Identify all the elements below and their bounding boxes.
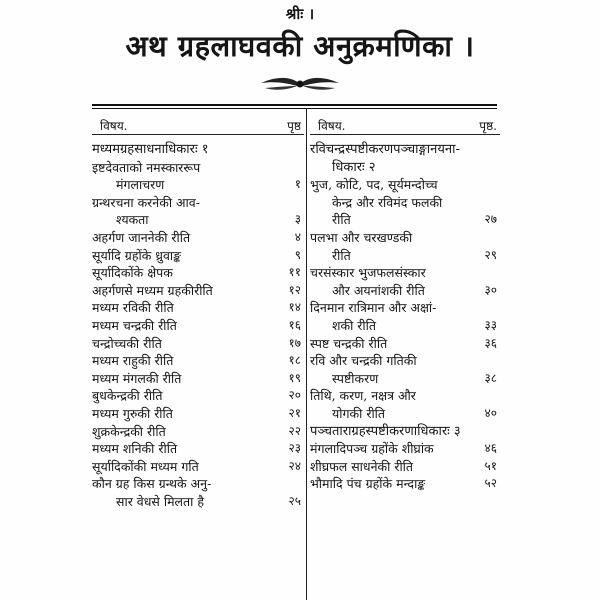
index-entry — [310, 176, 500, 229]
entry-text: रीति — [332, 212, 351, 228]
index-entry — [310, 475, 500, 493]
entry-text: श्यकता — [116, 212, 149, 228]
right-column — [310, 115, 500, 600]
title-rule-thick — [92, 104, 497, 106]
entry-text: भुज, कोटि, पद, सूर्यमन्दोच्च — [310, 177, 438, 193]
page-number: १ — [294, 177, 301, 192]
index-entry — [310, 458, 500, 476]
left-column — [92, 115, 304, 600]
page-number: १८ — [288, 353, 301, 368]
entry-text: रीति — [332, 247, 351, 263]
index-entry — [92, 387, 304, 405]
entry-text: सूर्यादि ग्रहोंके ध्रुवाङ्क — [92, 247, 182, 263]
page-number: ९ — [294, 247, 301, 262]
page-number: २३ — [288, 441, 301, 456]
page-heading: पृष्ठ. — [479, 119, 497, 133]
entry-text: पञ्चताराग्रहस्पष्टीकरणाधिकारः ३ — [310, 423, 461, 439]
entry-text: मध्यम राहुकी रीति — [92, 353, 174, 369]
index-entry — [92, 317, 304, 335]
title-rule-thin — [92, 108, 497, 109]
entry-text: मध्यमग्रहसाधनाधिकारः १ — [92, 142, 209, 157]
page-number: १२ — [288, 282, 301, 297]
entry-text: शकी रीति — [332, 317, 377, 333]
entry-text: स्पष्टीकरण — [332, 370, 379, 386]
page-number: ५१ — [484, 458, 497, 473]
entry-text: मंगलादिपञ्च ग्रहोंके शीघ्रांक — [310, 441, 434, 457]
page-number: २९ — [484, 247, 497, 262]
entry-text: भौमादि पंच ग्रहोंके मन्दाङ्क — [310, 476, 426, 492]
entry-text: चरसंस्कार भुजफलसंस्कार — [310, 265, 426, 281]
left-entry-list — [92, 141, 304, 510]
index-entry — [92, 440, 304, 458]
page-number: ३६ — [484, 335, 497, 350]
index-entry — [92, 370, 304, 388]
entry-text: शुक्रकेन्द्रकी रीति — [92, 423, 166, 439]
page-number: ४६ — [484, 441, 497, 456]
index-entry — [310, 440, 500, 458]
index-entry — [310, 335, 500, 353]
entry-text: अहर्गणसे मध्यम ग्रहकीरीति — [92, 282, 213, 298]
entry-text: चन्द्रोच्चकी रीति — [92, 335, 162, 351]
index-entry — [92, 264, 304, 282]
entry-text: मध्यम शनिकी रीति — [92, 441, 178, 457]
page-number: ११ — [288, 265, 301, 280]
entry-text: मंगलाचरण — [116, 177, 165, 193]
invocation-mark: श्रीः । — [285, 5, 315, 23]
index-entry — [310, 299, 500, 334]
entry-text: मध्यम रविकी रीति — [92, 300, 174, 316]
entry-text: और अयनांशकी रीति — [332, 282, 425, 298]
entry-text: बुधकेन्द्रकी रीति — [92, 388, 163, 404]
page-number: १९ — [288, 370, 301, 385]
section-heading — [310, 141, 500, 176]
index-entry — [310, 229, 500, 264]
entry-text: शीघ्रफल साधनेकी रीति — [310, 458, 414, 474]
entry-text: सार वेधसे मिलता है — [116, 493, 204, 509]
entry-text: मध्यम मंगलकी रीति — [92, 370, 182, 386]
index-entry — [92, 352, 304, 370]
index-entry — [92, 475, 304, 510]
index-entry — [92, 229, 304, 247]
entry-text: पलभा और चरखण्डकी — [310, 229, 413, 245]
left-column-header — [92, 115, 304, 135]
page-number: २२ — [288, 423, 301, 438]
page-number: १७ — [288, 335, 301, 350]
entry-text: धिकारः २ — [332, 159, 376, 175]
index-entry — [92, 247, 304, 265]
entry-text: सूर्यादिकोंके क्षेपक — [92, 265, 173, 281]
entry-text: इष्टदेवताको नमस्काररूप — [92, 159, 201, 175]
entry-text: मध्यम गुरुकी रीति — [92, 405, 173, 421]
column-divider — [306, 108, 307, 600]
page-number: २४ — [288, 458, 301, 473]
index-entry — [310, 387, 500, 422]
right-column-header — [310, 115, 500, 135]
index-entry — [92, 282, 304, 300]
page-number: २० — [288, 388, 301, 403]
entry-text: तिथि, करण, नक्षत्र और — [310, 388, 416, 404]
page-number: ४० — [484, 405, 497, 420]
right-entry-list — [310, 141, 500, 493]
page-heading: पृष्ठ — [287, 119, 301, 133]
index-entry — [92, 194, 304, 229]
entry-text: रवि और चन्द्रकी गतिकी — [310, 353, 417, 369]
entry-text: ग्रन्थरचना करनेकी आव- — [92, 194, 200, 210]
entry-text: अहर्गण जाननेकी रीति — [92, 229, 191, 245]
page-number: २५ — [288, 493, 301, 508]
entry-text: स्पष्ट चन्द्रकी रीति — [310, 335, 388, 351]
page-number: २७ — [484, 212, 497, 227]
index-entry — [92, 335, 304, 353]
page-title: अथ ग्रहलाघवकी अनुक्रमणिका । — [125, 29, 475, 63]
index-entry — [92, 458, 304, 476]
entry-text: केन्द्र और रविमंद फलकी — [332, 194, 443, 210]
subject-heading: विषय. — [318, 119, 346, 133]
page-number: १६ — [288, 317, 301, 332]
page-number: ३८ — [484, 370, 497, 385]
entry-text: रविचन्द्रस्पष्टीकरणपञ्चाङ्गानयना- — [310, 142, 460, 157]
page-number: ३ — [294, 212, 301, 227]
index-entry — [92, 405, 304, 423]
page-number: ३० — [484, 282, 497, 297]
index-entry — [310, 352, 500, 387]
page-number: ४ — [294, 229, 301, 244]
ornament-icon — [257, 74, 343, 94]
entry-text: दिनमान रात्रिमान और अक्षां- — [310, 300, 437, 316]
entry-text: मध्यम चन्द्रकी रीति — [92, 317, 177, 333]
entry-text: योगकी रीति — [332, 405, 386, 421]
page-number: ५२ — [484, 476, 497, 491]
page-number: ३३ — [484, 317, 497, 332]
entry-text: सूर्यादिकोंकी मध्यम गति — [92, 458, 199, 474]
entry-text: कौन ग्रह किस ग्रन्थके अनु- — [92, 476, 212, 492]
page-number: १४ — [288, 300, 301, 315]
index-entry — [92, 423, 304, 441]
index-entry — [310, 264, 500, 299]
subject-heading: विषय. — [100, 119, 128, 133]
index-entry — [92, 299, 304, 317]
section-heading — [92, 141, 304, 159]
page-number: २१ — [288, 405, 301, 420]
index-entry — [92, 159, 304, 194]
section-heading — [310, 423, 500, 441]
